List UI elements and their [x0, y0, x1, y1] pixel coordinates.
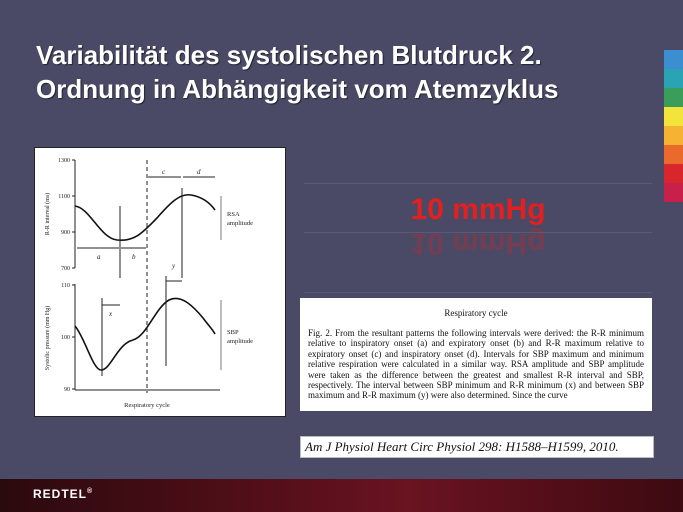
- brand-mark: ®: [87, 488, 94, 495]
- color-swatch: [664, 126, 683, 145]
- respiratory-figure: [35, 148, 285, 416]
- mmhg-label: 10 mmHg: [410, 193, 546, 226]
- bottom-tick-100: 100: [61, 335, 70, 341]
- brand-name: REDTEL: [33, 487, 87, 501]
- marker-d: d: [197, 168, 201, 176]
- top-y-axis-label: R-R interval (ms): [45, 192, 51, 236]
- slide-title: [36, 38, 646, 106]
- brand-logo: [33, 487, 93, 501]
- caption-panel: [300, 298, 652, 411]
- marker-b: b: [132, 253, 136, 261]
- marker-c: c: [162, 168, 166, 176]
- title-line-2: Ordnung in Abhängigkeit vom Atemzyklus: [36, 74, 559, 104]
- marker-x: x: [109, 310, 113, 318]
- bottom-tick-90: 90: [64, 387, 70, 393]
- rsa-label-2: amplitude: [227, 220, 253, 227]
- color-swatch: [664, 50, 683, 69]
- color-strip: [664, 31, 683, 202]
- color-swatch: [664, 164, 683, 183]
- color-swatch: [664, 107, 683, 126]
- figure-panel: [34, 147, 286, 417]
- color-swatch: [664, 88, 683, 107]
- mmhg-banner: [304, 183, 652, 293]
- marker-y: y: [172, 262, 176, 270]
- top-tick-900: 900: [61, 230, 70, 236]
- color-swatch: [664, 31, 683, 50]
- citation-box: [300, 436, 654, 458]
- top-tick-1100: 1100: [58, 194, 70, 200]
- bottom-y-axis-label: Systolic pressure (mm Hg): [45, 305, 51, 371]
- title-line-1: Variabilität des systolischen Blutdruck 2.: [36, 40, 542, 70]
- x-axis-label: Respiratory cycle: [124, 402, 170, 409]
- marker-a: a: [97, 253, 101, 261]
- rsa-label-1: RSA: [227, 211, 240, 218]
- color-swatch: [664, 145, 683, 164]
- footer-bar: [0, 479, 683, 512]
- caption-heading: Respiratory cycle: [444, 308, 508, 318]
- top-tick-1300: 1300: [58, 158, 70, 164]
- citation-text: Am J Physiol Heart Circ Physiol 298: H1588–H1599, 2010.: [305, 439, 619, 454]
- sbp-label-2: amplitude: [227, 338, 253, 345]
- bottom-tick-110: 110: [61, 283, 70, 289]
- rr-interval-curve: [75, 195, 215, 241]
- sbp-curve: [75, 298, 215, 370]
- top-tick-700: 700: [61, 266, 70, 272]
- color-swatch: [664, 183, 683, 202]
- sbp-label-1: SBP: [227, 329, 239, 336]
- color-swatch: [664, 69, 683, 88]
- caption-body: Fig. 2. From the resultant patterns the following intervals were derived: the R-R minimum relative to inspiratory onset (a) and expiratory onset (b) and R-R maximum relative to expiratory onset (c) and inspiratory onset (d). Intervals for SBP maximum and minimum relative respiration were calculated in a similar way. RSA amplitude and SBP amplitude were taken as the difference between the greatest and smallest R-R interval and SBP, respectively. The interval between SBP minimum and R-R minimum (x) and between SBP maximum and R-R maximum (y) were also determined. Since the curve: [308, 328, 644, 401]
- mmhg-reflection: 10 mmHg: [410, 227, 546, 260]
